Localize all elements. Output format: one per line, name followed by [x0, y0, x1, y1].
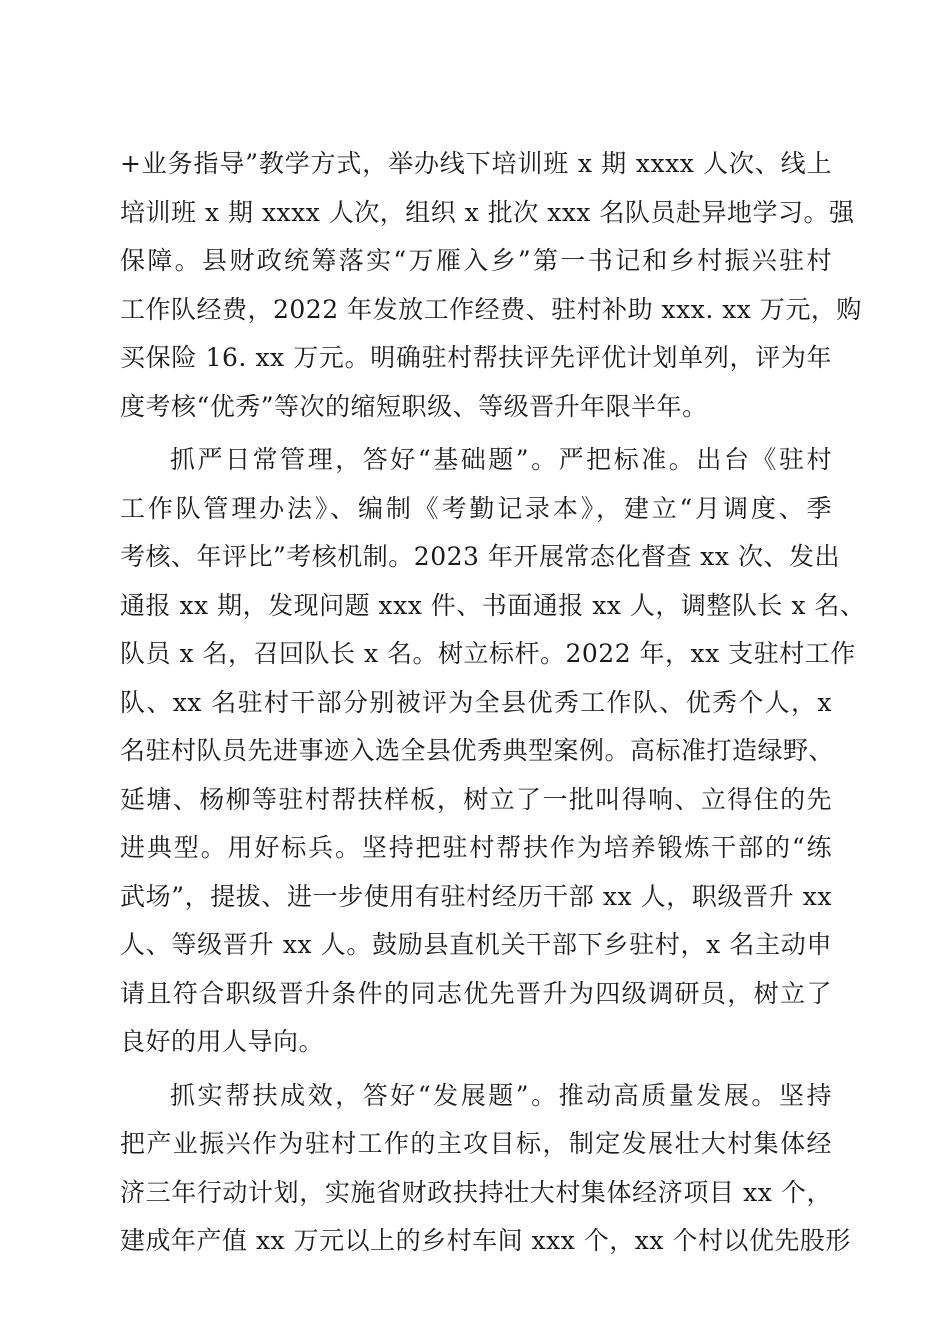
text-line: 武场”，提拔、进一步使用有驻村经历干部 xx 人，职级晋升 xx — [120, 881, 832, 911]
text-line: 度考核“优秀”等次的缩短职级、等级晋升年限半年。 — [120, 391, 708, 421]
document-body — [120, 140, 866, 1266]
text-line: 人、等级晋升 xx 人。鼓励县直机关干部下乡驻村，x 名主动申 — [120, 930, 832, 959]
text-line: 延塘、杨柳等驻村帮扶样板，树立了一批叫得响、立得住的先 — [120, 784, 832, 814]
paragraph-1 — [120, 140, 862, 431]
text-line: 进典型。用好标兵。坚持把驻村帮扶作为培养锻炼干部的“练 — [120, 833, 832, 862]
text-line: 良好的用人导向。 — [120, 1027, 325, 1056]
text-line: 培训班 x 期 xxxx 人次，组织 x 批次 xxx 名队员赴异地学习。强 — [120, 197, 855, 227]
text-line: 工作队管理办法》、编制《考勤记录本》，建立“月调度、季 — [120, 493, 832, 523]
text-line: 保障。县财政统筹落实“万雁入乡”第一书记和乡村振兴驻村 — [120, 246, 832, 275]
text-line: +业务指导”教学方式，举办线下培训班 x 期 xxxx 人次、线上 — [120, 149, 832, 178]
text-line: 通报 xx 期，发现问题 xxx 件、书面通报 xx 人，调整队长 x 名、 — [120, 590, 866, 620]
text-line: 队员 x 名，召回队长 x 名。树立标杆。2022 年，xx 支驻村工作 — [120, 639, 856, 668]
paragraph-3 — [120, 1072, 851, 1266]
text-line: 名驻村队员先进事迹入选全县优秀典型案例。高标准打造绿野、 — [120, 736, 835, 765]
text-line: 请且符合职级晋升条件的同志优先晋升为四级调研员，树立了 — [120, 978, 832, 1008]
text-line: 队、xx 名驻村干部分别被评为全县优秀工作队、优秀个人，x — [120, 687, 832, 717]
text-line: 考核、年评比”考核机制。2023 年开展常态化督查 xx 次、发出 — [120, 542, 840, 571]
text-line: 济三年行动计划，实施省财政扶持壮大村集体经济项目 xx 个， — [120, 1177, 832, 1207]
text-line: 抓实帮扶成效，答好“发展题”。推动高质量发展。坚持 — [170, 1080, 832, 1110]
text-line: 抓严日常管理，答好“基础题”。严把标准。出台《驻村 — [170, 445, 832, 474]
paragraph-2 — [120, 436, 866, 1067]
text-line: 建成年产值 xx 万元以上的乡村车间 xxx 个，xx 个村以优先股形 — [120, 1226, 851, 1255]
text-line: 工作队经费，2022 年发放工作经费、驻村补助 xxx. xx 万元，购 — [120, 294, 862, 324]
text-line: 把产业振兴作为驻村工作的主攻目标，制定发展壮大村集体经 — [120, 1129, 832, 1158]
text-line: 买保险 16. xx 万元。明确驻村帮扶评先评优计划单列，评为年 — [120, 343, 832, 372]
